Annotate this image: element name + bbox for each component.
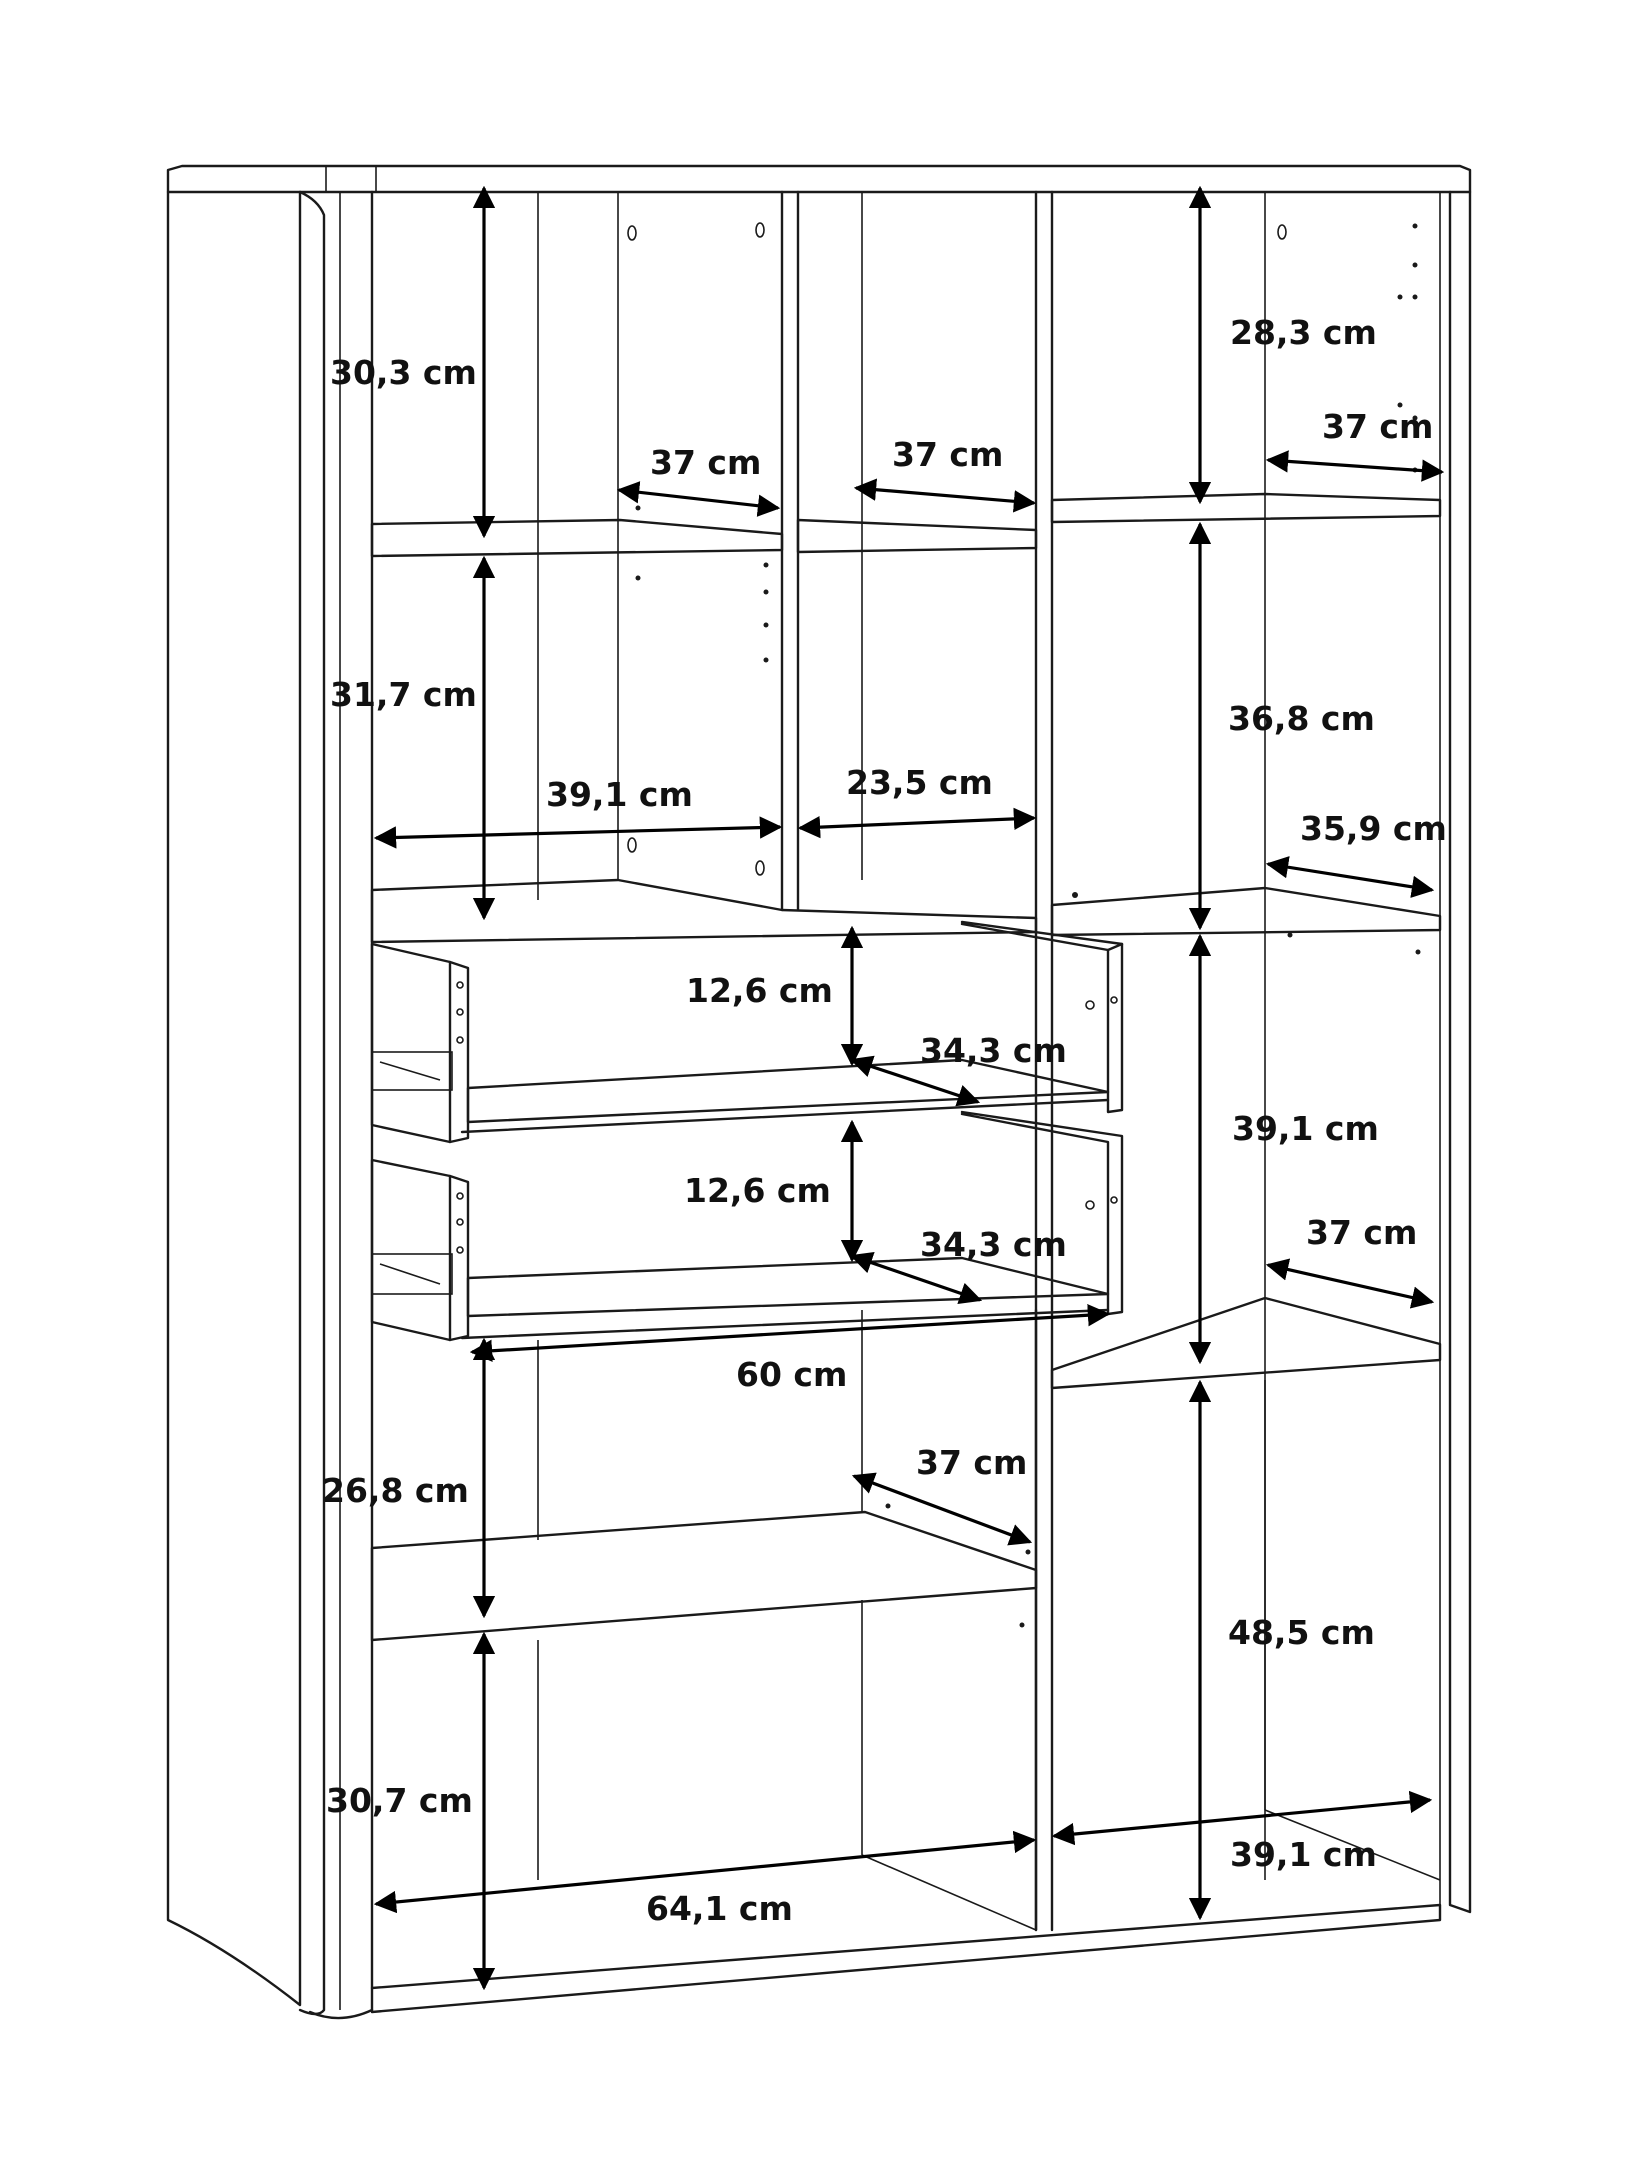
label-right3-height: 39,1 cm [1232,1109,1379,1148]
label-top-right-height: 28,3 cm [1230,313,1377,352]
shelf-pin-holes [628,223,1421,1628]
label-lower-left-height: 26,8 cm [322,1471,469,1510]
label-drawer2-depth: 34,3 cm [920,1225,1067,1264]
label-drawer-width: 60 cm [736,1355,848,1394]
label-right4-height: 48,5 cm [1228,1613,1375,1652]
label-mid-mid-width: 23,5 cm [846,763,993,802]
label-drawer1-depth: 34,3 cm [920,1031,1067,1070]
label-bottom-left-width: 64,1 cm [646,1889,793,1928]
label-drawer2-height: 12,6 cm [684,1171,831,1210]
label-top-right-depth: 37 cm [1322,407,1434,446]
label-right2-depth: 35,9 cm [1300,809,1447,848]
label-lower-left-depth: 37 cm [916,1443,1028,1482]
label-mid-left-width: 39,1 cm [546,775,693,814]
label-mid-left-height: 31,7 cm [330,675,477,714]
cabinet-body [168,166,1470,2018]
label-top-left-height: 30,3 cm [330,353,477,392]
label-top-left-depth: 37 cm [650,443,762,482]
label-bottom-left-height: 30,7 cm [326,1781,473,1820]
label-drawer1-height: 12,6 cm [686,971,833,1010]
label-bottom-right-width: 39,1 cm [1230,1835,1377,1874]
label-right3-depth: 37 cm [1306,1213,1418,1252]
label-top-mid-depth: 37 cm [892,435,1004,474]
label-right2-height: 36,8 cm [1228,699,1375,738]
